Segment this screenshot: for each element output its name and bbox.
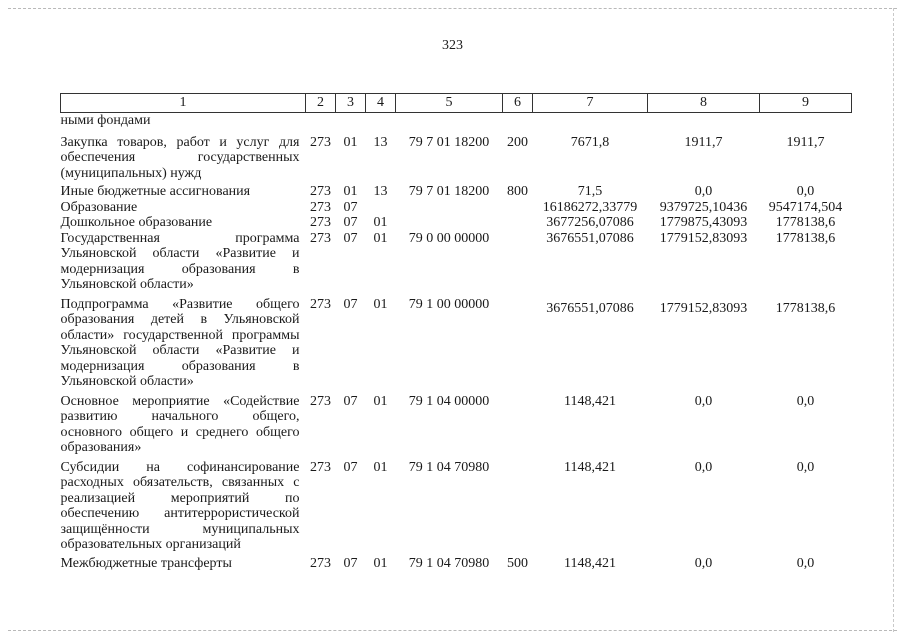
cell-amount-col9: 9547174,504 — [768, 199, 843, 215]
cell-amount-col9: 0,0 — [796, 459, 815, 475]
table-row — [61, 293, 852, 390]
table-row — [61, 113, 852, 129]
cell-subsection — [366, 200, 396, 216]
table-row — [61, 231, 852, 293]
cell-subsection: 13 — [373, 134, 388, 150]
cell-section: 07 — [343, 199, 358, 215]
cell-subsection: 01 — [373, 215, 388, 230]
cell-target-article — [396, 113, 503, 129]
row-name: Иные бюджетные ассигнования — [60, 184, 251, 199]
cell-expense-type — [503, 231, 533, 293]
cell-section: 07 — [343, 459, 358, 475]
cell-amount-col7 — [533, 113, 648, 129]
table-row — [61, 215, 852, 231]
table-row — [61, 553, 852, 572]
row-name: Дошкольное образование — [60, 215, 213, 230]
cell-amount-col7: 3677256,07086 — [546, 215, 634, 230]
cell-ved: 273 — [310, 184, 331, 199]
cell-section: 07 — [343, 230, 358, 246]
cell-ved: 273 — [310, 296, 331, 312]
cell-expense-type — [503, 390, 533, 456]
row-name: Образование — [60, 199, 138, 215]
cell-expense-type — [503, 456, 533, 553]
cell-amount-col8: 0,0 — [694, 459, 713, 475]
cell-amount-col8: 1779152,83093 — [659, 230, 748, 246]
row-name: Государственная программа Ульяновской области «Развитие и модернизация образования в Ульяновской области» — [60, 230, 300, 292]
cell-ved: 273 — [310, 393, 331, 409]
cell-ved: 273 — [310, 215, 331, 230]
cell-target-article — [396, 200, 503, 216]
cell-target-article: 79 1 04 70980 — [408, 555, 490, 571]
col-header-5: 5 — [396, 94, 503, 113]
cell-section: 07 — [343, 215, 358, 230]
cell-subsection — [366, 113, 396, 129]
row-name: Основное мероприятие «Содействие развитию начального общего, основного общего и среднего общего образования» — [60, 393, 300, 455]
cell-ved: 273 — [310, 199, 331, 215]
cell-amount-col9: 1911,7 — [786, 134, 825, 150]
cell-amount-col8: 0,0 — [694, 393, 713, 409]
cell-target-article: 79 7 01 18200 — [408, 134, 490, 150]
col-header-2: 2 — [306, 94, 336, 113]
cell-ved: 273 — [310, 230, 331, 246]
cell-amount-col8: 0,0 — [694, 555, 713, 571]
bottom-scan-edge — [8, 630, 897, 631]
budget-table — [60, 93, 852, 571]
cell-section — [336, 113, 366, 129]
row-name: Подпрограмма «Развитие общего образования детей в Ульяновской области» государственной программы Ульяновской области «Развитие и модернизация образования в Ульяновской области» — [60, 296, 300, 389]
table-row — [61, 200, 852, 216]
cell-ved: 273 — [310, 459, 331, 475]
cell-amount-col9: 0,0 — [796, 184, 815, 199]
cell-section: 07 — [343, 393, 358, 409]
cell-target-article: 79 1 04 70980 — [408, 459, 490, 475]
cell-expense-type: 800 — [507, 184, 528, 199]
cell-amount-col7: 16186272,33779 — [542, 199, 638, 215]
cell-expense-type — [503, 200, 533, 216]
cell-amount-col7: 3676551,07086 — [546, 230, 634, 246]
cell-target-article: 79 0 00 00000 — [408, 230, 490, 246]
cell-target-article: 79 1 04 00000 — [408, 393, 490, 409]
row-name: Субсидии на софинансирование расходных обязательств, связанных с реализацией мероприятий по обеспечению антитеррористической защищённости муниципальных образовательных организаций — [60, 459, 300, 552]
cell-subsection: 01 — [373, 296, 388, 312]
col-header-6: 6 — [503, 94, 533, 113]
cell-amount-col7: 1148,421 — [564, 393, 616, 409]
col-header-8: 8 — [648, 94, 760, 113]
cell-amount-col7: 71,5 — [577, 184, 603, 199]
cell-section: 07 — [343, 555, 358, 571]
cell-section: 07 — [343, 296, 358, 312]
col-header-3: 3 — [336, 94, 366, 113]
cell-target-article — [396, 215, 503, 231]
cell-ved: 273 — [310, 555, 331, 571]
cell-expense-type — [503, 293, 533, 390]
cell-subsection: 01 — [373, 555, 388, 571]
cell-amount-col9 — [760, 113, 852, 129]
cell-subsection: 01 — [373, 230, 388, 246]
cell-amount-col9: 1778138,6 — [775, 300, 836, 316]
cell-ved — [306, 113, 336, 129]
cell-section: 01 — [343, 184, 358, 199]
cell-amount-col9: 1778138,6 — [775, 230, 836, 246]
cell-section: 01 — [343, 134, 358, 150]
col-header-1: 1 — [61, 94, 306, 113]
cell-amount-col7: 3676551,07086 — [546, 300, 634, 316]
cell-amount-col7: 1148,421 — [564, 459, 616, 475]
right-scan-edge — [893, 8, 894, 632]
cell-expense-type: 500 — [507, 555, 528, 571]
cell-amount-col7: 7671,8 — [570, 134, 610, 150]
cell-subsection: 13 — [373, 184, 388, 199]
cell-subsection: 01 — [373, 459, 388, 475]
cell-amount-col9: 0,0 — [796, 393, 815, 409]
cell-amount-col7: 1148,421 — [564, 555, 616, 571]
cell-ved: 273 — [310, 134, 331, 150]
table-row — [61, 456, 852, 553]
cell-amount-col8: 1779875,43093 — [659, 215, 748, 230]
table-body — [61, 113, 852, 572]
cell-target-article: 79 7 01 18200 — [408, 184, 490, 199]
table-row — [61, 129, 852, 182]
col-header-4: 4 — [366, 94, 396, 113]
cell-target-article: 79 1 00 00000 — [408, 296, 490, 312]
row-name: Межбюджетные трансферты — [60, 555, 232, 571]
cell-amount-col9: 1778138,6 — [775, 215, 836, 230]
top-scan-edge — [8, 8, 897, 9]
cell-amount-col9: 0,0 — [796, 555, 815, 571]
header-row — [61, 94, 852, 113]
cell-amount-col8: 1779152,83093 — [659, 300, 748, 316]
row-name: ными фондами — [60, 113, 151, 128]
cell-amount-col8: 9379725,10436 — [659, 199, 748, 215]
row-name: Закупка товаров, работ и услуг для обеспечения государственных (муниципальных) нужд — [60, 134, 300, 181]
cell-amount-col8 — [648, 113, 760, 129]
cell-amount-col8: 0,0 — [694, 184, 713, 199]
cell-expense-type — [503, 113, 533, 129]
col-header-9: 9 — [760, 94, 852, 113]
cell-subsection: 01 — [373, 393, 388, 409]
table-row — [61, 181, 852, 200]
cell-expense-type — [503, 215, 533, 231]
table-row — [61, 390, 852, 456]
col-header-7: 7 — [533, 94, 648, 113]
page-number: 323 — [442, 38, 463, 53]
cell-amount-col8: 1911,7 — [684, 134, 723, 150]
cell-expense-type: 200 — [507, 134, 528, 150]
